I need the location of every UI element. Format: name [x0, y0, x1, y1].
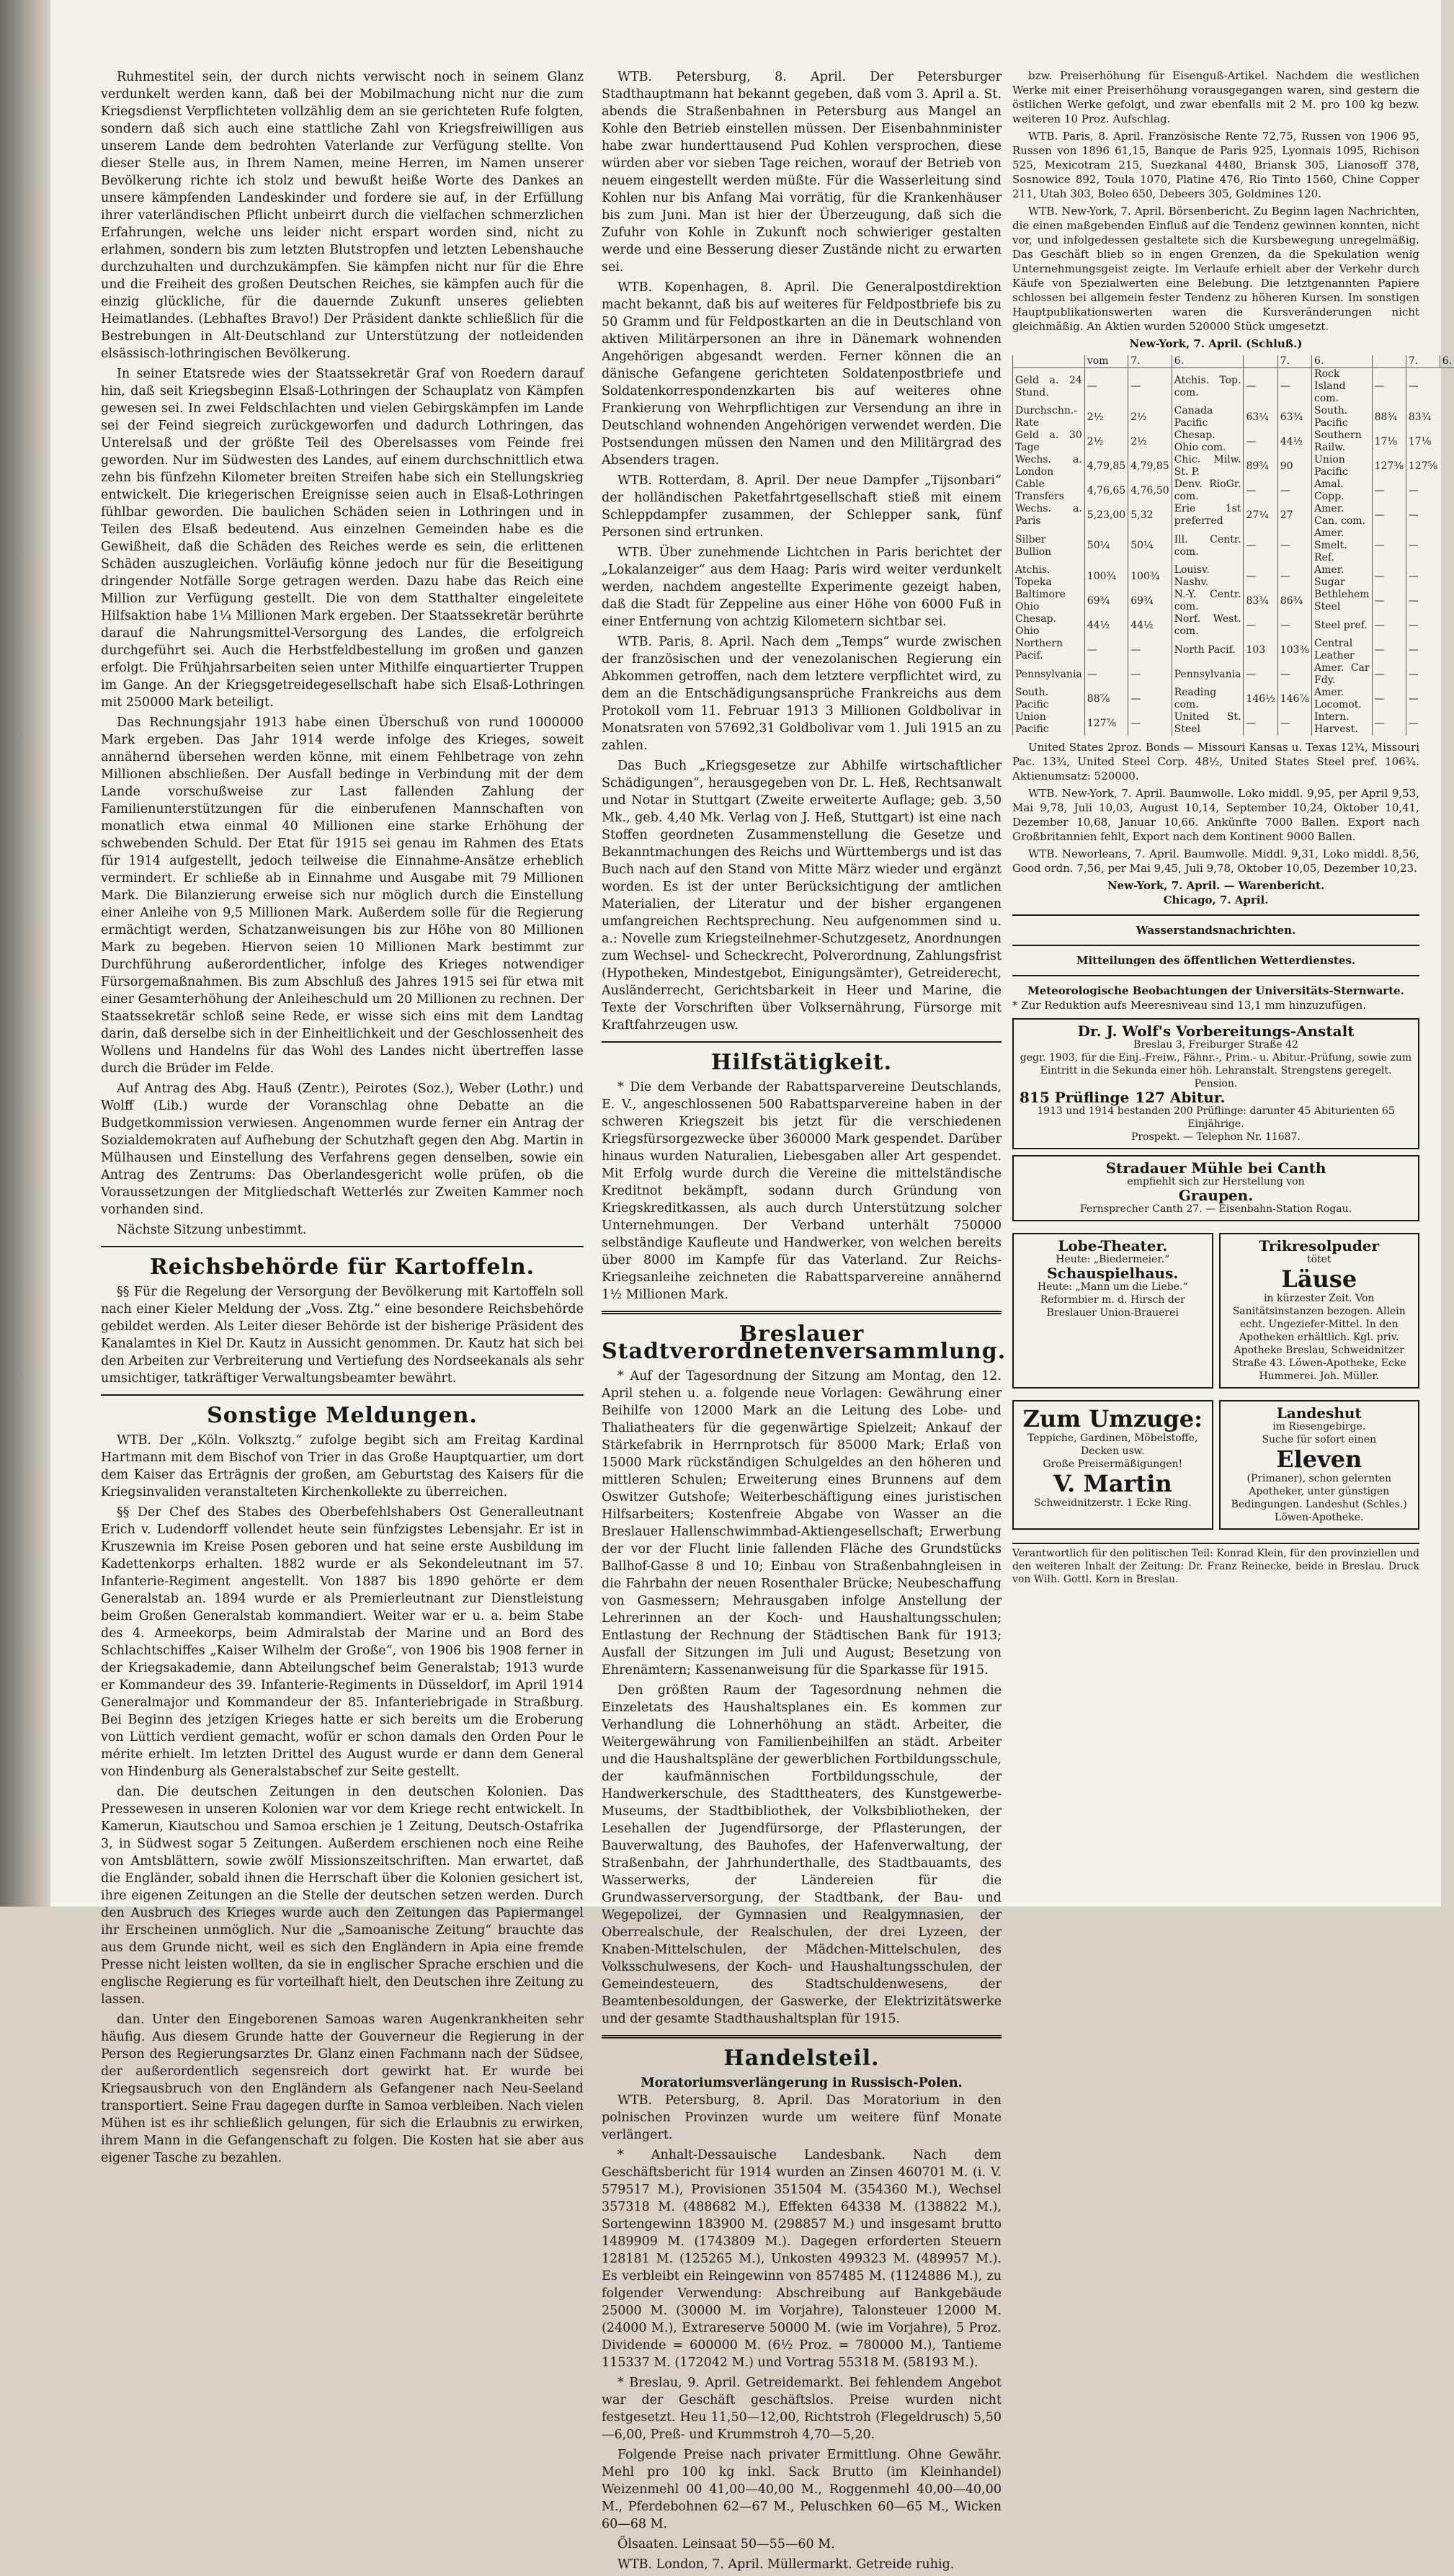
table-cell: Chic. Milw. St. P. — [1172, 454, 1244, 478]
table-cell: 4,76,65 — [1084, 478, 1128, 503]
table-cell: Central Leather — [1312, 638, 1373, 662]
table-cell: South. Pacific — [1013, 687, 1085, 711]
table-cell: — — [1406, 503, 1440, 527]
table-cell: Reading com. — [1172, 687, 1244, 711]
table-cell: 2½ — [1084, 429, 1128, 454]
table-cell: — — [1406, 564, 1440, 589]
ad-title: Landeshut — [1226, 1406, 1413, 1420]
ad-trikresolpuder — [1219, 1233, 1420, 1389]
ad-text: 1913 und 1914 bestanden 200 Prüflinge: darunter 45 Abiturienten 65 Einjährige. — [1020, 1105, 1412, 1131]
article-paragraph: Nächste Sitzung unbestimmt. — [101, 1221, 584, 1239]
ad-text: Heute: „Biedermeier.“ — [1020, 1253, 1206, 1266]
ad-text: empfiehlt sich zur Herstellung von — [1020, 1175, 1412, 1188]
table-cell: — — [1406, 711, 1440, 736]
table-cell: Silber Bullion — [1013, 527, 1085, 564]
ad-product: Graupen. — [1020, 1188, 1412, 1203]
table-row — [1013, 589, 1454, 613]
ad-text: Reformbier m. d. Hirsch der Breslauer Union-Brauerei — [1020, 1293, 1206, 1319]
table-cell: 5,23,00 — [1084, 503, 1128, 527]
ad-martin — [1012, 1400, 1213, 1530]
ad-text: (Primaner), schon gelernten Apotheker, unter günstigen Bedingungen. Landeshut (Schles.) Löwen-Apotheke. — [1226, 1472, 1413, 1524]
table-header-cell: 6. — [1440, 355, 1454, 368]
table-cell: North Pacif. — [1172, 638, 1244, 662]
article-paragraph: Das Buch „Kriegsgesetze zur Abhilfe wirtschaftlicher Schädigungen“, herausgegeben von Dr. L. Heß, Rechtsanwalt und Notar in Stuttgart (Zweite erweiterte Auflage; geb. 3,50 Mk., geb. 4,40 Mk. Verlag von J. Heß, Stuttgart) ist eine nach Stoffen geordneten Zusammenstellung die Gesetze und Bekanntmachungen des Reichs und Württembergs und ist das Buch nach auf den Stand von Mitte März wieder und ergänzt worden. Es ist der unter Berücksichtigung der amtlichen Materialien, der Literatur und der bisher ergangenen umfangreichen Rechtsprechung. Neu aufgenommen sind u. a.: Novelle zum Kriegsteilnehmer-Schutzgesetz, Anordnungen zum Wechsel- und Scheckrecht, Polverordnung, Zahlungsfrist (Hypotheken, Mindestgebot, Einigungsämter), Getreiderecht, Ausländerrecht, Gerichtsbarkeit in Heer und Marine, die Texte der Vorschriften über Volksernährung, Fürsorge mit Kraftfahrzeugen usw. — [602, 757, 1002, 1034]
table-header-cell: 6. — [1312, 355, 1373, 368]
table-cell: Rock Island com. — [1312, 368, 1373, 406]
table-cell: — — [1372, 527, 1406, 564]
article-paragraph: WTB. Kopenhagen, 8. April. Die Generalpostdirektion macht bekannt, daß bis auf weiteres für Feldpostbriefe bis zu 50 Gramm und für Feldpostkarten an die in Deutschland von aktiven Militärpersonen an ihre in Dänemark wohnenden Angehörigen abgesandt werden. Ferner können die an dänische Gefangene gerichteten Soldatenpostbriefe und Soldatenkorrespondenzkarten bis auf weiteres ohne Frankierung von Wehrpflichtigen zur Versendung an ihre in Deutschland wohnenden Angehörigen verwendet werden. Die Postsendungen müssen den Namen und den Militärgrad des Absenders tragen. — [602, 279, 1002, 469]
table-cell: — — [1406, 687, 1440, 711]
table-cell: 146½ — [1244, 687, 1277, 711]
table-cell: 4,79,85 — [1128, 454, 1172, 478]
article-paragraph: WTB. New-York, 7. April. Baumwolle. Loko middl. 9,95, per April 9,53, Mai 9,78, Juli 10,03, August 10,14, September 10,24, Oktober 10,41, Dezember 10,68, Januar 10,66. Ankünfte 7000 Ballen. Export nach Großbritannien fehlt, Export nach dem Kontinent 9000 Ballen. — [1012, 786, 1419, 844]
article-paragraph: WTB. London, 7. April. Müllermarkt. Getreide ruhig. — [602, 2556, 1002, 2573]
table-cell: Amer. Can. com. — [1312, 503, 1373, 527]
table-cell: — — [1128, 687, 1172, 711]
meteo-note: * Zur Reduktion aufs Meeresniveau sind 13,1 mm hinzuzufügen. — [1012, 998, 1419, 1012]
table-cell: South. Pacific — [1312, 405, 1373, 429]
table-cell: 44½ — [1084, 613, 1128, 638]
article-paragraph: Ölsaaten. Leinsaat 50—55—60 M. — [602, 2536, 1002, 2553]
ad-text: Suche für sofort einen — [1226, 1433, 1413, 1446]
article-paragraph: * Anhalt-Dessauische Landesbank. Nach dem Geschäftsbericht für 1914 wurden an Zinsen 460701 M. (i. V. 579517 M.), Provisionen 351504 M. (354360 M.), Wechsel 357318 M. (488682 M.), Effekten 64338 M. (138822 M.), Sortengewinn 183900 M. (298857 M.) und insgesamt brutto 1489909 M. (1743809 M.). Dagegen erforderten Steuern 128181 M. (125265 M.), Unkosten 499323 M. (489957 M.). Es verbleibt ein Reingewinn von 857485 M. (1124886 M.), zu folgender Verwendung: Abschreibung auf Bankgebäude 25000 M. (30000 M. im Vorjahre), Talonsteuer 12000 M. (24000 M.), Extrareserve 50000 M. (wie im Vorjahre), 5 Proz. Dividende = 600000 M. (6½ Proz. = 780000 M.), Tantieme 115337 M. (172042 M.) und Vortrag 55318 M. (58193 M.). — [602, 2147, 1002, 2371]
table-cell: — — [1244, 711, 1277, 736]
table-cell: — — [1277, 478, 1311, 503]
table-cell: Denv. RioGr. com. — [1172, 478, 1244, 503]
table-cell: Amer. Locomot. — [1312, 687, 1373, 711]
table-cell: Union Pacific — [1013, 711, 1085, 736]
table-cell: Geld a. 24 Stund. — [1013, 368, 1085, 406]
ad-title: Dr. J. Wolf's Vorbereitungs-Anstalt — [1020, 1024, 1412, 1038]
table-cell: 4,76,50 — [1128, 478, 1172, 503]
ad-stradauer-muehle — [1012, 1155, 1419, 1221]
table-cell: 50¼ — [1128, 527, 1172, 564]
table-header-cell: vom — [1084, 355, 1128, 368]
table-cell: Wechs. a. London — [1013, 454, 1085, 478]
table-cell: — — [1128, 368, 1172, 406]
table-cell: — — [1372, 589, 1406, 613]
divider — [1012, 914, 1419, 916]
table-cell: 89¾ — [1244, 454, 1277, 478]
divider — [1012, 975, 1419, 976]
ad-contact: Prospekt. — Telephon Nr. 11687. — [1020, 1131, 1412, 1144]
table-cell: 100¾ — [1128, 564, 1172, 589]
ad-text: gegr. 1903, für die Einj.-Freiw., Fähnr.-, Prim.- u. Abitur.-Prüfung, sowie zum Eintritt in die Sekunda einer höh. Lehranstalt. Strengstens geregelt. Pension. — [1020, 1051, 1412, 1090]
ad-figure: 127 Abitur. — [1135, 1090, 1225, 1105]
table-cell: — — [1084, 368, 1128, 406]
ad-text: Große Preisermäßigungen! — [1020, 1458, 1206, 1471]
table-title: Wasserstandsnachrichten. — [1012, 923, 1419, 937]
table-header-cell: 7. — [1406, 355, 1440, 368]
column-left — [101, 68, 584, 2170]
table-cell: — — [1372, 711, 1406, 736]
table-cell: 103⅜ — [1277, 638, 1311, 662]
table-row — [1013, 429, 1454, 454]
section-heading: Breslauer Stadtverordnetenversammlung. — [602, 1326, 1002, 1360]
table-row — [1013, 662, 1454, 687]
table-cell: — — [1372, 638, 1406, 662]
table-cell: 50¼ — [1084, 527, 1128, 564]
table-cell: Union Pacific — [1312, 454, 1373, 478]
table-cell: 17⅛ — [1406, 429, 1440, 454]
table-cell: 69¾ — [1084, 589, 1128, 613]
table-title: Chicago, 7. April. — [1012, 893, 1419, 907]
ad-title: Lobe-Theater. — [1020, 1239, 1206, 1253]
table-cell: — — [1372, 687, 1406, 711]
article-paragraph: Das Rechnungsjahr 1913 habe einen Überschuß von rund 1000000 Mark ergeben. Das Jahr 1914 werde infolge des Krieges, soweit annähernd übersehen werden könne, mit einem Fehlbetrage von zehn Millionen abschließen. Der Ausfall bedinge in Verbindung mit der dem Lande vorschußweise zur Last fallenden Zahlung der Familienunterstützungen für die einberufenen Mannschaften von monatlich etwa einmal 40 Millionen eine starke Erhöhung der schwebenden Schuld. Der Etat für 1915 sei genau im Rahmen des Etats für 1914 aufgestellt, jedoch teilweise die Einnahme-Ansätze erheblich vermindert. Er schließe ab in Einnahme und Ausgabe mit 79 Millionen Mark. Die Bilanzierung erweise sich nur möglich durch die Einstellung einer Anleihe von 9,5 Millionen Mark. Außerdem solle für die Regierung ermächtigt werden, Schatzanweisungen bis zur Höhe von 80 Millionen Mark zu begeben. Hiervon seien 10 Millionen Mark bestimmt zur Durchführung außerordentlicher, infolge des Krieges notwendiger Fürsorgemaßnahmen. Bis zum Abschluß des Jahres 1915 sei für etwa mit einer Gesamterhöhung der Anleiheschuld um 20 Millionen zu rechnen. Der Staatssekretär schloß seine Rede, er wisse sich eins mit dem Landtag darin, daß derselbe sich in der Einheitlichkeit und der Geschlossenheit des Wollens und Handelns für das Wohl des Landes nicht übertreffen lasse durch die Brüder im Felde. — [101, 714, 584, 1077]
ad-text: im Riesengebirge. — [1226, 1420, 1413, 1433]
table-cell: — — [1372, 613, 1406, 638]
table-cell: — — [1277, 711, 1311, 736]
article-paragraph: bzw. Preiserhöhung für Eisenguß-Artikel. Nachdem die westlichen Werke mit einer Preiserhöhung vorausgegangen waren, sind gestern die östlichen Werke gefolgt, und zwar ebenfalls mit 2 M. pro 100 kg bezw. weiteren 10 Proz. Aufschlag. — [1012, 68, 1419, 126]
table-cell: 83¾ — [1244, 589, 1277, 613]
article-paragraph: WTB. Rotterdam, 8. April. Der neue Dampfer „Tijsonbari“ der holländischen Paketfahrtgesellschaft stieß mit einem Schleppdampfer zusammen, der Schlepper sank, fünf Personen sind ertrunken. — [602, 472, 1002, 541]
table-cell: — — [1128, 638, 1172, 662]
table-row — [1013, 638, 1454, 662]
table-row — [1013, 613, 1454, 638]
table-row — [1013, 687, 1454, 711]
divider — [1012, 945, 1419, 946]
article-paragraph: WTB. Der „Köln. Volksztg.“ zufolge begibt sich am Freitag Kardinal Hartmann mit dem Bischof von Trier in das Große Hauptquartier, um dort dem Kaiser das Erträgnis der großen, am Geburtstag des Kaisers für die Kriegsinvaliden veranstalteten Kirchenkollekte zu überreichen. — [101, 1432, 584, 1501]
table-cell: 2½ — [1084, 405, 1128, 429]
column-middle — [602, 68, 1002, 2576]
ad-figure: 815 Prüflinge — [1020, 1090, 1129, 1105]
table-row — [1013, 527, 1454, 564]
table-cell: — — [1244, 613, 1277, 638]
table-cell: 44½ — [1277, 429, 1311, 454]
table-row — [1013, 405, 1454, 429]
article-paragraph: WTB. Petersburg, 8. April. Der Petersburger Stadthauptmann hat bekannt gegeben, daß vom 3. April a. St. abends die Straßenbahnen in Petersburg aus Mangel an Kohle den Betrieb einstellen müssen. Der Eisenbahnminister habe zwar hunderttausend Pud Kohlen versprochen, diese würden aber vor sieben Tage reichen, worauf der Betrieb von neuem eingestellt werden müßte. Für die Wasserleitung sind Kohlen nur bis Anfang Mai vorrätig, für die Krankenhäuser bis zum Juni. Man ist hier der Überzeugung, daß sich die Zufuhr von Kohle in Zukunft noch schwieriger gestalten werde und eine Besserung dieser Zustände nicht zu erwarten sei. — [602, 68, 1002, 276]
ad-text: Teppiche, Gardinen, Möbelstoffe, Decken usw. — [1020, 1432, 1206, 1458]
article-paragraph: Auf Antrag des Abg. Hauß (Zentr.), Peirotes (Soz.), Weber (Lothr.) und Wolff (Lib.) wurde der Voranschlag ohne Debatte an die Budgetkommission verwiesen. Angenommen wurde ferner ein Antrag der Sozialdemokraten auf Aufhebung der Schutzhaft gegen den Abg. Martin in Mülhausen und Einstellung des Verfahrens gegen denselben, sowie ein Antrag des Zentrums: Das Oberlandesgericht wolle prüfen, ob die Voraussetzungen der Mitgliedschaft Wetterlés zur Zweiten Kammer noch vorhanden sind. — [101, 1080, 584, 1218]
table-row — [1013, 503, 1454, 527]
table-cell: 127⅜ — [1372, 454, 1406, 478]
table-title: Mitteilungen des öffentlichen Wetterdienstes. — [1012, 953, 1419, 968]
column-right — [1012, 68, 1419, 1586]
table-title: Meteorologische Beobachtungen der Universitäts-Sternwarte. — [1012, 984, 1419, 998]
table-cell: Geld a. 30 Tage — [1013, 429, 1085, 454]
table-cell: — — [1277, 662, 1311, 687]
table-cell: 27¼ — [1244, 503, 1277, 527]
table-cell: 4,79,85 — [1084, 454, 1128, 478]
article-paragraph: WTB. Über zunehmende Lichtchen in Paris berichtet der „Lokalanzeiger“ aus dem Haag: Paris wird weiter verdunkelt werden, nachdem angestellte Experimente gezeigt haben, daß die Stadt für Zeppeline aus einer Höhe von 6000 Fuß in einer Entfernung von achtzig Kilometern sichtbar sei. — [602, 544, 1002, 630]
table-header-cell — [1244, 355, 1277, 368]
table-body — [1013, 368, 1454, 736]
table-cell: — — [1372, 478, 1406, 503]
article-paragraph: United States 2proz. Bonds — Missouri Kansas u. Texas 12¾, Missouri Pac. 13¾, United Steel Corp. 48½, United States Steel pref. 106¾. Aktienumsatz: 520000. — [1012, 740, 1419, 783]
ad-title: Zum Umzuge: — [1020, 1406, 1206, 1432]
ad-title: Stradauer Mühle bei Canth — [1020, 1161, 1412, 1175]
section-heading: Hilfstätigkeit. — [602, 1054, 1002, 1071]
table-cell: 103 — [1244, 638, 1277, 662]
ad-contact: Fernsprecher Canth 27. — Eisenbahn-Station Rogau. — [1020, 1203, 1412, 1216]
ad-text: in kürzester Zeit. Von Sanitätsinstanzen bezogen. Allein echt. Ungeziefer-Mittel. In den Apotheken erhältlich. Kgl. priv. Apotheke Breslau, Schweidnitzer Straße 43. Löwen-Apotheke, Ecke Hummerei. Joh. Müller. — [1226, 1292, 1413, 1383]
table-cell: Southern Railw. — [1312, 429, 1373, 454]
stock-table — [1012, 355, 1454, 736]
section-heading: Reichsbehörde für Kartoffeln. — [101, 1259, 584, 1276]
ad-theater — [1012, 1233, 1213, 1389]
table-cell: Chesap. Ohio com. — [1172, 429, 1244, 454]
table-cell: — — [1406, 589, 1440, 613]
table-cell: — — [1372, 564, 1406, 589]
table-cell: Canada Pacific — [1172, 405, 1244, 429]
table-cell: 63¾ — [1277, 405, 1311, 429]
section-heading: Handelsteil. — [602, 2050, 1002, 2067]
ad-landeshut — [1219, 1400, 1420, 1530]
table-cell: 127⅞ — [1084, 711, 1128, 736]
article-paragraph: WTB. New-York, 7. April. Börsenbericht. Zu Beginn lagen Nachrichten, die einen maßgebenden Einfluß auf die Tendenz gewinnen konnten, nicht vor, und infolgedessen gestaltete sich die Kursbewegung unregelmäßig. Das Geschäft blieb so in engen Grenzen, da die Spekulation wenig Unternehmungsgeist zeigte. Im Verlaufe erhielt aber der Verkehr durch Käufe von Spezialwerten eine Belebung. Die letztgenannten Papiere schlossen bei allgemein fester Tendenz zu höheren Kursen. Im sonstigen Hauptpublikationswerten waren die Kursveränderungen nicht gleichmäßig. An Aktien wurden 520000 Stück umgesetzt. — [1012, 204, 1419, 334]
ad-title: Trikresolpuder — [1226, 1239, 1413, 1253]
table-cell: — — [1372, 503, 1406, 527]
table-cell: Louisv. Nashv. — [1172, 564, 1244, 589]
table-cell: Amer. Sugar — [1312, 564, 1373, 589]
table-row — [1013, 454, 1454, 478]
article-paragraph: Folgende Preise nach privater Ermittlung. Ohne Gewähr. Mehl pro 100 kg inkl. Sack Brutto (im Kleinhandel) Weizenmehl 00 41,00—40,00 M., Roggenmehl 40,00—40,00 M., Pferdebohnen 62—67 M., Peluschken 60—65 M., Wicken 60—68 M. — [602, 2446, 1002, 2533]
table-header-cell: 7. — [1277, 355, 1311, 368]
table-cell: Chesap. Ohio — [1013, 613, 1085, 638]
table-cell: 44½ — [1128, 613, 1172, 638]
table-cell: Pennsylvania — [1013, 662, 1085, 687]
divider — [101, 1246, 584, 1247]
ad-product: Eleven — [1226, 1446, 1413, 1472]
table-cell: Pennsylvania — [1172, 662, 1244, 687]
table-cell: 146⅞ — [1277, 687, 1311, 711]
table-cell: 63¼ — [1244, 405, 1277, 429]
ad-brand: V. Martin — [1020, 1471, 1206, 1497]
table-cell: — — [1372, 662, 1406, 687]
table-cell: 127⅝ — [1406, 454, 1440, 478]
article-paragraph: WTB. Neworleans, 7. April. Baumwolle. Middl. 9,31, Loko middl. 8,56, Good ordn. 7,56, per Mai 9,45, Juli 9,78, Oktober 10,05, Dezember 10,23. — [1012, 847, 1419, 875]
table-cell: 86¾ — [1277, 589, 1311, 613]
table-cell: — — [1406, 662, 1440, 687]
article-paragraph: Den größten Raum der Tagesordnung nehmen die Einzeletats des Haushaltsplanes ein. Es kommen zur Verhandlung die Lohnerhöhung an städt. Arbeiter, die Weitergewährung von Familienbeihilfen an städt. Arbeiter und die Haushaltspläne der gewerblichen Fortbildungsschule, der kaufmännischen Fortbildungsschule, der Handwerkerschule, des Stadttheaters, des Kunstgewerbe-Museums, der Stadtbibliothek, der Volksbibliotheken, der Lesehallen der Jugendfürsorge, der Pflasterungen, der Bauverwaltung, des Bauhofes, der Hafenverwaltung, der Straßenbahn, der Jahrhunderthalle, des Stadtbauamts, des Wasserwerks, der Ländereien für die Grundwasserversorgung, der Stadtbank, der Bau- und Wegepolizei, der Gymnasien und Realgymnasien, der Oberrealschule, der Realschulen, der drei Lyzeen, der Knaben-Mittelschulen, der Mädchen-Mittelschulen, des Volksschulwesens, der Koch- und Haushaltungsschulen, der Gemeindesteuern, des Stadtschuldenwesens, der Beamtenbesoldungen, der Gaswerke, der Elektrizitätswerke und der gesamte Stadthaushaltsplan für 1915. — [602, 1682, 1002, 2028]
divider — [101, 1394, 584, 1396]
article-paragraph: * Die dem Verbande der Rabattsparvereine Deutschlands, E. V., angeschlossenen 500 Rabattsparvereine haben in der schweren Kriegszeit bis jetzt für die verschiedenen Kriegsfürsorgezwecke über 360000 Mark gespendet. Darüber hinaus wurden Naturalien, Liebesgaben aller Art gespendet. Mit Erfolg wurde durch die Vereine die mittelständische Kreditnot bekämpft, sodann durch Gründung von Kriegskreditkassen, als auch durch Unterstützung solcher Unternehmungen. Der Verband unterhält 750000 selbständige Kaufleute und Handwerker, von welchen bereits über 8000 im Kampfe für das Vaterland. Zur Reichs-Kriegsanleihe zeichneten die Rabattsparvereine annähernd 1½ Millionen Mark. — [602, 1079, 1002, 1303]
table-cell: 17⅛ — [1372, 429, 1406, 454]
table-cell: Cable Transfers — [1013, 478, 1085, 503]
table-cell: Baltimore Ohio — [1013, 589, 1085, 613]
table-cell: Atchis. Top. com. — [1172, 368, 1244, 406]
table-cell: — — [1372, 368, 1406, 406]
table-cell: — — [1406, 368, 1440, 406]
table-row — [1013, 478, 1454, 503]
imprint-footer: Verantwortlich für den politischen Teil: Konrad Klein, für den provinziellen und den weiteren Inhalt der Zeitung: Dr. Franz Reinecke, beide in Breslau. Druck von Wilh. Gottl. Korn in Breslau. — [1012, 1543, 1419, 1586]
table-cell: — — [1406, 613, 1440, 638]
table-cell: Amal. Copp. — [1312, 478, 1373, 503]
table-cell: 69¾ — [1128, 589, 1172, 613]
table-cell: 27 — [1277, 503, 1311, 527]
article-paragraph: dan. Die deutschen Zeitungen in den deutschen Kolonien. Das Pressewesen in unseren Kolonien war vor dem Kriege recht entwickelt. In Kamerun, Kiautschou und Samoa erschien je 1 Zeitung, Deutsch-Ostafrika 3, in Südwest sogar 5 Zeitungen. Außerdem erschienen noch eine Reihe von Amtsblättern, sowie zwölf Missionszeitschriften. Man erwartet, daß die Engländer, sobald ihnen die Herrschaft über die Kolonien gesichert ist, ihre eigenen Zeitungen an die Stelle der deutschen setzen werden. Durch den Ausbruch des Krieges wurde auch den Zeitungen das Papiermangel ihr Erscheinen unmöglich. Nur die „Samoanische Zeitung“ brauchte das aus dem Grunde nicht, weil es sich den Engländern in Apia eine fremde Presse nicht leisten wollten, da sie in englischer Sprache erschien und die englische Regierung es für vorteilhaft hielt, den Deutschen ihre Zeitung zu lassen. — [101, 1783, 584, 2008]
table-cell: Bethlehem Steel — [1312, 589, 1373, 613]
table-cell: — — [1406, 478, 1440, 503]
article-paragraph: In seiner Etatsrede wies der Staatssekretär Graf von Roedern darauf hin, daß seit Kriegsbeginn Elsaß-Lothringen der Schauplatz von Kämpfen gewesen sei. In zwei Feldschlachten und vielen Gebirgskämpfen im Lande sei der Feind siegreich zurückgeworfen und dadurch Lothringen, das Unterelsaß und der größte Teil des Oberelsasses vom Feinde frei geworden. Nur im Südwesten des Landes, auf einem durchschnittlich etwa zehn bis fünfzehn Kilometer breiten Streifen habe sich ein Stellungskrieg entwickelt. Die kriegerischen Ereignisse seien auch in Elsaß-Lothringen fühlbar geworden. Die baulichen Schäden seien in Lothringen und in Teilen des Elsaß bedeutend. Aus einzelnen Gemeinden habe es die Gewißheit, daß die Schäden des Reiches werde es sein, die erlittenen Schäden auszugleichen. Vorläufig könne jedoch nur für die Beseitigung dringender Notfälle Sorge getragen werden. Dazu habe das Reich eine Million zur Verfügung gestellt. Die von dem Statthalter eingeleitete Hilfsaktion habe 1¼ Millionen Mark ergeben. Der Staatssekretär berührte darauf die Nahrungsmittel-Versorgung des Landes, die erfolgreich durchgeführt sei. Auch die Herbstfeldbestellung im großen und ganzen erfolgt. Die Frühjahrsarbeiten seien unter Mithilfe einquartierter Truppen im Gange. An der Kriegsgetreidegesellschaft habe sich Elsaß-Lothringen mit 250000 Mark beteiligt. — [101, 365, 584, 711]
article-paragraph: * Auf der Tagesordnung der Sitzung am Montag, den 12. April stehen u. a. folgende neue Vorlagen: Gewährung einer Beihilfe von 12000 Mark an die Leitung des Lobe- und Thaliatheaters für die gegenwärtige Spielzeit; Ankauf der Stärkefabrik in Herrnprotsch für 85000 Mark; Erlaß von 15000 Mark rückständigen Schulgeldes an den höheren und mittleren Schulen; Erweiterung eines Brunnens auf dem Oswitzer Gutshofe; Weiterbeschäftigung eines juristischen Hilfsarbeiters; Kostenfreie Abgabe von Wasser an die Breslauer Hallenschwimmbad-Aktiengesellschaft; Erwerbung der vor der Flucht linie fallenden Fläche des Grundstücks Ballhof-Gasse 8 und 10; Einbau von Straßenbahngleisen in die Fahrbahn der neuen Rosenthaler Brücke; Neubeschaffung von Gasmessern; Mehrausgaben infolge Anstellung der Lehrerinnen an der Koch- und Haushaltungsschulen; Entlastung der Rechnung der Städtischen Bank für 1913; Ausfall der Sitzungen im Juli und August; Besetzung von Ehrenämtern; Kassenanweisung für die Sparkasse für 1915. — [602, 1368, 1002, 1679]
table-cell: 88¾ — [1372, 405, 1406, 429]
table-cell: United St. Steel — [1172, 711, 1244, 736]
table-cell: — — [1128, 662, 1172, 687]
ad-address: Schweidnitzerstr. 1 Ecke Ring. — [1020, 1497, 1206, 1510]
table-row — [1013, 711, 1454, 736]
article-paragraph: * Breslau, 9. April. Getreidemarkt. Bei fehlendem Angebot war der Geschäft geschäftslos. Preise wurden nicht festgesetzt. Heu 11,50—12,00, Richtstroh (Flegeldrusch) 5,50—6,00, Preß- und Krummstroh 4,70—5,20. — [602, 2374, 1002, 2443]
table-cell: — — [1406, 527, 1440, 564]
binding-gutter — [0, 0, 50, 1907]
divider — [602, 2035, 1002, 2038]
table-cell: Wechs. a. Paris — [1013, 503, 1085, 527]
ad-text: Heute: „Mann um die Liebe.“ — [1020, 1280, 1206, 1293]
table-cell: 83¾ — [1406, 405, 1440, 429]
table-cell: Erie 1st preferred — [1172, 503, 1244, 527]
ad-wolf-school — [1012, 1018, 1419, 1149]
table-cell: 2½ — [1128, 405, 1172, 429]
table-row — [1013, 564, 1454, 589]
article-paragraph: WTB. Paris, 8. April. Nach dem „Temps“ wurde zwischen der französischen und der venezolanischen Regierung ein Abkommen getroffen, nach dem letztere verpflichtet wird, zu dem an die Entschädigungsansprüche Frankreichs aus dem Protokoll vom 11. Februar 1913 3 Millionen Goldbolivar in Monatsraten von 57692,31 Goldbolivar vom 1. Juli 1915 an zu zahlen. — [602, 633, 1002, 754]
ad-address: Breslau 3, Freiburger Straße 42 — [1020, 1038, 1412, 1051]
table-cell: Norf. West. com. — [1172, 613, 1244, 638]
table-cell: 88⅞ — [1084, 687, 1128, 711]
table-cell: Steel pref. — [1312, 613, 1373, 638]
table-cell: — — [1244, 478, 1277, 503]
table-cell: — — [1406, 638, 1440, 662]
table-cell: 2½ — [1128, 429, 1172, 454]
table-cell: — — [1084, 662, 1128, 687]
table-cell: — — [1244, 368, 1277, 406]
table-cell: — — [1277, 613, 1311, 638]
ad-product: Läuse — [1226, 1266, 1413, 1292]
table-cell: 5,32 — [1128, 503, 1172, 527]
article-paragraph: Ruhmestitel sein, der durch nichts verwischt noch in seinem Glanz verdunkelt werden kann, daß bei der Mobilmachung nicht nur die zum Kriegsdienst Verpflichteten vollzählig dem an sie gerichteten Rufe folgten, sondern daß sich auch eine stattliche Zahl von Kriegsfreiwilligen aus unserem Lande dem bedrohten Vaterlande zur Verfügung stellte. Von dieser Stelle aus, in Ihrem Namen, meine Herren, im Namen unserer Bevölkerung richte ich stolz und bewußt heiße Worte des Dankes an unsere kämpfenden Landeskinder und fordere sie auf, in der Erfüllung ihrer vaterländischen Pflicht unbeirrt durch die vielfachen schmerzlichen Erfahrungen, welche uns leider nicht erspart worden sind, nicht zu erlahmen, sondern bis zum letzten Blutstropfen und letzten Lebenshauche durchzuhalten und durchzukämpfen. Sie kämpfen nicht nur für die Ehre und die Freiheit des großen Deutschen Reiches, sie kämpfen auch für die einzig glückliche, für die dauernde Zukunft unseres geliebten Heimatlandes. (Lebhaftes Bravo!) Der Präsident dankte schließlich für die Bestrebungen in Alt-Deutschland zur Unterstützung der notleidenden elsässisch-lothringischen Bevölkerung. — [101, 68, 584, 362]
article-paragraph: §§ Für die Regelung der Versorgung der Bevölkerung mit Kartoffeln soll nach einer Kieler Meldung der „Voss. Ztg.“ eine besondere Reichsbehörde gebildet werden. Als Leiter dieser Behörde ist der bisherige Präsident des Kanalamtes in Kiel Dr. Kautz in Aussicht genommen. Dr. Kautz hat sich bei den Arbeiten zur Verbreiterung und Vertiefung des Nordseekanals als sehr umsichtiger, tatkräftiger Verwaltungsbeamter bewährt. — [101, 1283, 584, 1387]
table-header-row — [1013, 355, 1454, 368]
table-cell: 90 — [1277, 454, 1311, 478]
table-header-cell — [1372, 355, 1406, 368]
article-paragraph: §§ Der Chef des Stabes des Oberbefehlshabers Ost Generalleutnant Erich v. Ludendorff vollendet heute sein fünfzigstes Lebensjahr. Er ist in Kruszewnia im Kreise Posen geboren und hat seine erste Ausbildung im Kadettenkorps erhalten. 1882 wurde er als Sekondeleutnant im 57. Infanterie-Regiment angestellt. Von 1887 bis 1890 gehörte er dem Generalstab an. 1894 wurde er als Premierleutnant zur Dienstleistung beim Großen Generalstab kommandiert. Weiter war er u. a. beim Stabe des 4. Armeekorps, beim Admiralstab der Marine und an Bord des Schlachtschiffes „Kaiser Wilhelm der Große“, von 1906 bis 1908 ferner in der Kriegsakademie, dann Abteilungschef beim Generalstab; 1913 wurde er Kommandeur des 39. Infanterie-Regiments in Düsseldorf, im April 1914 Generalmajor und Kommandeur der 85. Infanteriebrigade in Straßburg. Bei Beginn des jetzigen Krieges hatte er sich bereits um die Eroberung von Lüttich verdient gemacht, wofür er schon damals den Orden Pour le mérite erhielt. Im letzten Drittel des August wurde er dann dem General von Hindenburg als Generalstabschef zur Seite gestellt. — [101, 1504, 584, 1781]
table-title: New-York, 7. April. — Warenbericht. — [1012, 878, 1419, 893]
article-paragraph: WTB. Petersburg, 8. April. Das Moratorium in den polnischen Provinzen wurde um weitere fünf Monate verlängert. — [602, 2092, 1002, 2144]
table-cell: — — [1244, 564, 1277, 589]
table-cell: Intern. Harvest. — [1312, 711, 1373, 736]
table-cell: Amer. Car Fdy. — [1312, 662, 1373, 687]
divider — [602, 1311, 1002, 1314]
table-cell: Durchschn.-Rate — [1013, 405, 1085, 429]
table-cell: Amer. Smelt. Ref. — [1312, 527, 1373, 564]
table-cell: Ill. Centr. com. — [1172, 527, 1244, 564]
article-paragraph: WTB. Paris, 8. April. Französische Rente 72,75, Russen von 1906 95, Russen von 1896 61,15, Banque de Paris 925, Lyonnais 1095, Richison 525, Mexicotram 215, Suezkanal 4480, Briansk 305, Lianosoff 378, Sosnowice 892, Toula 1070, Platine 476, Rio Tinto 1560, Chine Copper 211, Utah 303, Boleo 650, Debeers 305, Goldmines 120. — [1012, 129, 1419, 201]
table-cell: Atchis. Topeka — [1013, 564, 1085, 589]
table-cell: — — [1084, 638, 1128, 662]
table-cell: 100¾ — [1084, 564, 1128, 589]
table-cell: — — [1128, 711, 1172, 736]
ad-title: Schauspielhaus. — [1020, 1266, 1206, 1280]
table-cell: Northern Pacif. — [1013, 638, 1085, 662]
table-header-cell: 7. — [1128, 355, 1172, 368]
table-cell: — — [1277, 368, 1311, 406]
table-header-cell — [1013, 355, 1085, 368]
table-cell: — — [1277, 527, 1311, 564]
subheading: Moratoriumsverlängerung in Russisch-Polen. — [602, 2074, 1002, 2092]
table-title: New-York, 7. April. (Schluß.) — [1012, 337, 1419, 351]
table-row — [1013, 368, 1454, 406]
ad-text: tötet — [1226, 1253, 1413, 1266]
article-paragraph: dan. Unter den Eingeborenen Samoas waren Augenkrankheiten sehr häufig. Aus diesem Grunde hatte der Gouverneur die Regierung in der Person des Regierungsarztes Dr. Glanz einen Fachmann nach der Südsee, der außerordentlich segensreich dort gewirkt hat. Er wurde bei Kriegsausbruch von den Engländern als Gefangener nach Neu-Seeland transportiert. Seine Frau dagegen durfte in Samoa verbleiben. Nach vielen Mühen ist es ihr schließlich gelungen, für sich die Erlaubnis zu erwirken, ihrem Mann in die Gefangenschaft zu folgen. Die Kosten hat sie aber aus eigener Tasche zu bezahlen. — [101, 2011, 584, 2167]
table-cell: — — [1244, 429, 1277, 454]
table-cell: — — [1244, 662, 1277, 687]
divider — [602, 1041, 1002, 1043]
table-cell: — — [1277, 564, 1311, 589]
table-cell: N.-Y. Centr. com. — [1172, 589, 1244, 613]
table-cell: — — [1244, 527, 1277, 564]
table-header-cell: 6. — [1172, 355, 1244, 368]
section-heading: Sonstige Meldungen. — [101, 1407, 584, 1425]
